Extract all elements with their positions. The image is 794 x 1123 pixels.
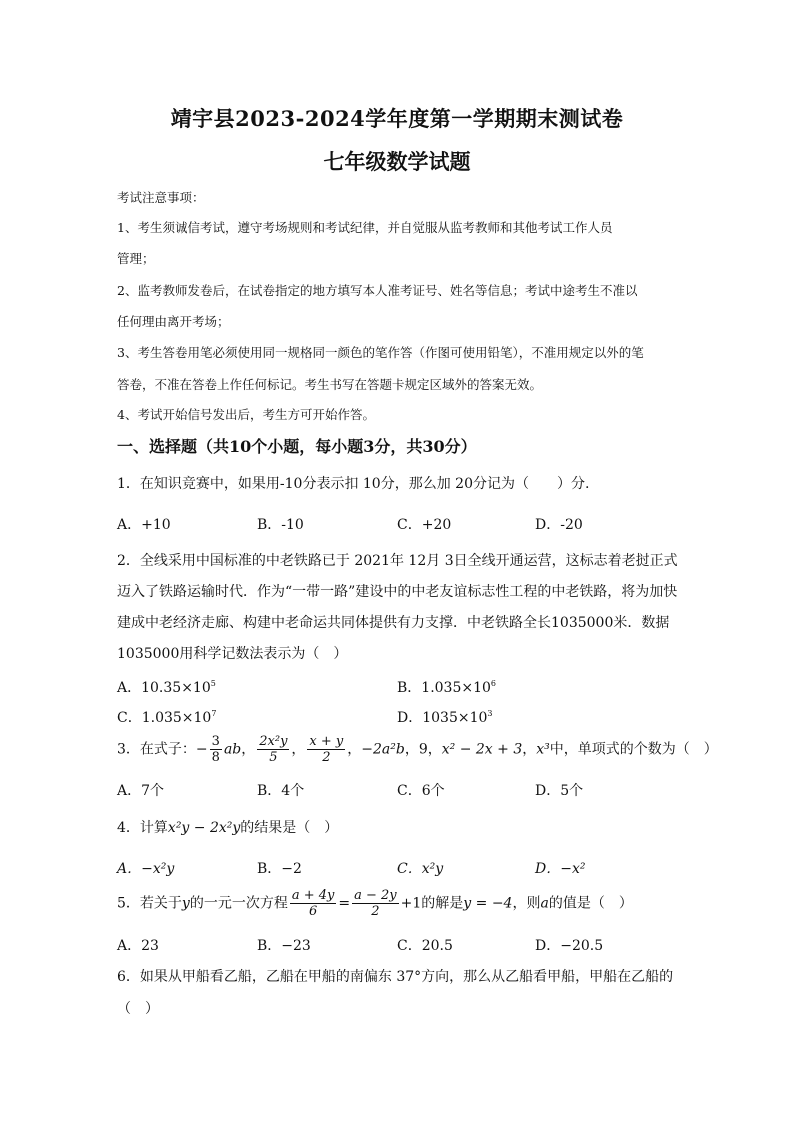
note-2b: 任何理由离开考场； <box>117 314 230 329</box>
note-4: 4、考试开始信号发出后，考生方可开始作答。 <box>117 407 375 422</box>
fraction-xy-2: $\frac{x + y}{2}$ <box>309 734 344 765</box>
exam-title: 靖宇县2023-2024学年度第一学期期末测试卷 <box>170 106 624 131</box>
section-heading: 一、选择题（共10个小题，每小题3分，共30分） <box>117 437 477 456</box>
fraction-a4y-6: $\frac{a + 4y}{6}$ <box>291 888 335 919</box>
q4-option-a: A．−x²y <box>117 861 175 877</box>
question-1: 1．在知识竞赛中，如果用-10分表示扣 10分，那么加 20分记为（ ）分. <box>117 476 590 492</box>
question-2-line1: 2．全线采用中国标准的中老铁路已于 2021年 12月 3日全线开通运营，这标志着老挝正式 <box>117 553 678 569</box>
fraction-a2y-2: $\frac{a - 2y}{2}$ <box>354 888 397 919</box>
q3-option-c: C．6个 <box>397 783 445 799</box>
exam-subtitle: 七年级数学试题 <box>323 149 471 174</box>
question-5: 5．若关于y的一元一次方程 $\frac{a + 4y}{6}$ = $\frac{a - 2y}{2}$ +1的解是y = −4，则a的值是（ ） <box>117 888 633 919</box>
note-3a: 3、考生答卷用笔必须使用同一规格同一颜色的笔作答（作图可使用铅笔），不准用规定以外的笔 <box>117 345 644 360</box>
question-6-line1: 6．如果从甲船看乙船，乙船在甲船的南偏东 37°方向，那么从乙船看甲船，甲船在乙船的 <box>117 969 674 985</box>
q2-option-c: C．$1.035\times 10^7$ <box>117 709 217 726</box>
fraction-2x2y-5: $\frac{\text{2x²y}}{5}$ <box>259 734 288 765</box>
q3-option-a: A．7个 <box>117 783 165 799</box>
q4-option-d: D．−x² <box>535 861 586 877</box>
q1-option-d: D．-20 <box>535 517 583 533</box>
question-2-line2: 迈入了铁路运输时代．作为“一带一路”建设中的中老友谊标志性工程的中老铁路，将为加快 <box>117 584 678 600</box>
q5-option-d: D．−20.5 <box>535 938 604 954</box>
q4-option-c: C．x²y <box>397 861 444 877</box>
q2-option-d: D．$1035\times 10^3$ <box>397 709 493 726</box>
note-1b: 管理； <box>117 251 155 266</box>
q3-option-d: D．5个 <box>535 783 584 799</box>
q2-option-b: B．$1.035\times 10^6$ <box>397 679 497 696</box>
question-4: 4．计算x²y − 2x²y的结果是（ ） <box>117 820 339 836</box>
note-1a: 1、考生须诚信考试，遵守考场规则和考试纪律，并自觉服从监考教师和其他考试工作人员 <box>117 220 613 235</box>
q1-option-a: A．+10 <box>117 517 171 533</box>
q5-option-b: B．−23 <box>257 938 311 954</box>
note-2a: 2、监考教师发卷后，在试卷指定的地方填写本人准考证号、姓名等信息；考试中途考生不准以 <box>117 283 638 298</box>
note-3b: 答卷，不准在答卷上作任何标记。考生书写在答题卡规定区域外的答案无效。 <box>117 377 543 392</box>
q1-option-b: B．-10 <box>257 517 304 533</box>
notes-heading: 考试注意事项： <box>117 190 205 205</box>
q1-option-c: C．+20 <box>397 517 452 533</box>
question-2-line3: 建成中老经济走廊、构建中老命运共同体提供有力支撑．中老铁路全长1035000米．数据 <box>117 615 670 631</box>
question-2-line4: 1035000用科学记数法表示为（ ） <box>117 646 348 662</box>
q4-option-b: B．−2 <box>257 861 302 877</box>
question-3: 3．在式子：− $\frac{3}{8}$ ab， $\frac{\text{2x²y}}{5}$ ， $\frac{x + y}{2}$ ，−2a²b，9，x² − 2x + 3，x³中，单项式的个数为（ ） <box>117 734 718 765</box>
q5-option-c: C．20.5 <box>397 938 453 954</box>
q2-option-a: A．$10.35\times 10^5$ <box>117 679 216 696</box>
fraction-3-8: $\frac{3}{8}$ <box>211 734 220 765</box>
q3-option-b: B．4个 <box>257 783 305 799</box>
q5-option-a: A．23 <box>117 938 159 954</box>
question-6-line2: （ ） <box>117 1001 159 1017</box>
